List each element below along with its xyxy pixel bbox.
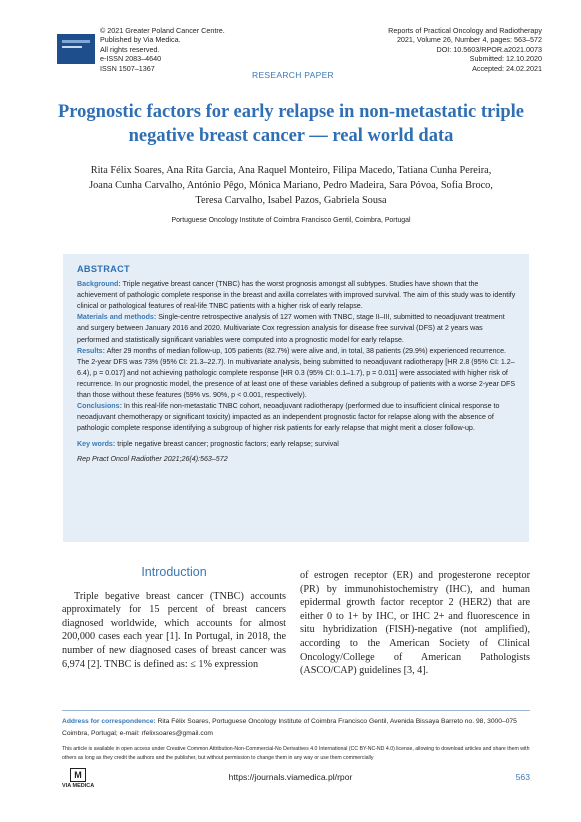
footnote-divider [62, 710, 530, 711]
abstract-box [63, 254, 529, 542]
doi[interactable]: DOI: 10.5603/RPOR.a2021.0073 [436, 44, 542, 54]
abstract-background [77, 279, 517, 312]
abstract-conclusions [77, 401, 517, 434]
issn-line: ISSN 1507–1367 [100, 63, 155, 73]
background-label: Background: [77, 280, 121, 289]
section-tag: RESEARCH PAPER [252, 70, 334, 80]
header-right [388, 26, 542, 73]
page-number: 563 [515, 772, 530, 782]
correspondence [62, 716, 530, 739]
body-column-left [62, 566, 286, 671]
methods-text: Single-centre retrospective analysis of 127 women with TNBC, stage II–III, submitted to neoadjuvant treatment and surgery between January 2016 and 2020. Multivariate Cox regression analysis for disease free survival (DFS) at 2 years was performed and statistically significant variables were computed into a prognostic model for early relapse. [77, 313, 505, 344]
viamedica-logo-icon: M [70, 768, 86, 782]
submitted-date: Submitted: 12.10.2020 [469, 54, 542, 64]
results-text: After 29 months of median follow-up, 105 patients (82.7%) were alive and, in total, 38 patients (29.9%) experienced recurrence. The 2-year DFS was 73% (95% CI: 21.3–22.7). In multivariate analysis, being submitted to neoadjuvant radiotherapy [HR 2.8 (95% CI: 1.2–6.4), p = 0.017] and not achieving pathologic complete response [HR 0.3 (95% CI: 0.1–1.7), p = 0.011] were associated with higher risk of recurrence. In our prognostic model, the presence of at least one of these variables defined a subgroup of patients with a worse 2-year DFS than those without these features (59% vs. 90%, p < 0.001, respectively). [77, 346, 516, 400]
results-label: Results: [77, 346, 105, 355]
correspondence-label: Address for correspondence: [62, 718, 156, 725]
header-left [100, 26, 225, 73]
background-text: Triple negative breast cancer (TNBC) has the worst prognosis amongst all subtypes. Studies have shown that the achievement of pathologic complete response in the breast and axilla correlates with improved survival. The aim of this study was to identify clinical or pathological features of real-life TNBC patients with a higher risk of early relapse. [77, 280, 516, 311]
journal-logo [57, 34, 95, 64]
volume-info: 2021, Volume 26, Number 4, pages: 563–572 [396, 35, 542, 45]
intro-paragraph: Triple begative breast cancer (TNBC) accounts approximately for 15 percent of breast cancers diagnosed worldwide, which accounts for almost 200,000 cases each year [1]. In Portugal, in 2018, the number of new diagnosed cases of breast cancer was 6,974 [2]. TNBC is defined as: ≤ 1% expression [62, 590, 286, 670]
conclusions-label: Conclusions: [77, 402, 122, 411]
journal-name: Reports of Practical Oncology and Radiotherapy [388, 26, 542, 35]
abstract-methods [77, 312, 517, 345]
abstract-heading: ABSTRACT [77, 264, 130, 274]
intro-heading: Introduction [141, 565, 207, 579]
correspondence-text: Rita Félix Soares, Portuguese Oncology Institute of Coimbra Francisco Gentil, Avenida Bissaya Barreto no. 98, 3000–075 Coimbra, Portugal; e-mail: rfelixsoares@gmail.com [62, 718, 517, 737]
paper-title [40, 100, 542, 148]
accepted-date: Accepted: 24.02.2021 [472, 63, 542, 73]
body-column-right [300, 569, 530, 678]
title-line: Prognostic factors for early relapse in non-metastatic triple [58, 102, 524, 122]
authors-line: Joana Cunha Carvalho, António Pêgo, Mónica Mariano, Pedro Madeira, Sara Póvoa, Sofia Broco, [89, 180, 493, 192]
keywords [77, 439, 517, 450]
title-line: negative breast cancer — real world data [128, 126, 454, 146]
affiliation: Portuguese Oncology Institute of Coimbra Francisco Gentil, Coimbra, Portugal [171, 217, 411, 224]
authors-line: Teresa Carvalho, Isabel Pazos, Gabriela Sousa [195, 195, 387, 207]
methods-label: Materials and methods: [77, 313, 157, 322]
keywords-text: triple negative breast cancer; prognostic factors; early relapse; survival [115, 440, 339, 449]
conclusions-text: In this real-life non-metastatic TNBC cohort, neoadjuvant radiotherapy (performed due to insufficient clinical response to neoadjuvant chemotherapy or significant toxicity) impacted as an independent prognostic factor for relapse along with the absence of pathologic complete response identifying a subgroup of higher risk patients for early relapse that might merit a closer follow-up. [77, 402, 500, 433]
copyright-line: © 2021 Greater Poland Cancer Centre. [100, 26, 225, 35]
abstract-results [77, 346, 517, 401]
eissn-line: e-ISSN 2083–4640 [100, 54, 162, 64]
intro-paragraph-continued: of estrogen receptor (ER) and progesterone receptor (PR) by immunohistochemistry (IHC), and human epidermal growth factor receptor 2 (HER2) that are either 0 to 1+ by IHC, or IHC 2+ and fluorescence in situ hybridization (FISH)-negative (not amplified), according to the American Society of Clinical Oncology/College of American Pathologists (ASCO/CAP) guidelines [3, 4]. [300, 570, 530, 677]
license-notice: This article is available in open access under Creative Common Attribution-Non-Commercial-No Derivatives 4.0 International (CC BY-NC-ND 4.0) license, allowing to download articles and share them with others as long as they credit the authors and the publisher, but without permission to change them in any way or use them commercially [62, 746, 530, 761]
rights-line: All rights reserved. [100, 44, 160, 54]
authors-line: Rita Félix Soares, Ana Rita Garcia, Ana Raquel Monteiro, Filipa Macedo, Tatiana Cunha Pereira, [90, 165, 492, 176]
citation: Rep Pract Oncol Radiother 2021;26(4):563–572 [77, 454, 228, 463]
author-list [40, 163, 542, 209]
journal-url[interactable]: https://journals.viamedica.pl/rpor [228, 772, 353, 782]
publisher-line: Published by Via Medica. [100, 35, 181, 45]
publisher-name: VIA MEDICA [62, 783, 95, 789]
keywords-label: Key words: [77, 440, 116, 449]
